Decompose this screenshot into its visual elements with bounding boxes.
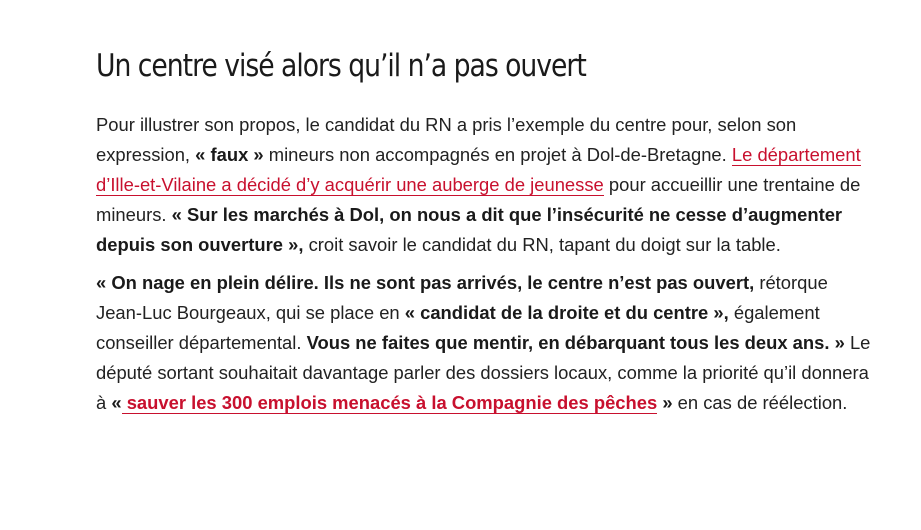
link-sauver-300-emplois[interactable] (122, 392, 658, 414)
paragraph-2-quote-mentir: Vous ne faites que mentir, en débarquant tous les deux ans. » (306, 332, 845, 353)
paragraph-1-text-4: croit savoir le candidat du RN, tapant du doigt sur la table. (303, 234, 781, 255)
paragraph-2-text-3: Le député sortant souhaitait davantage parler des dossiers locaux, comme la priorité qu’il donnera à (96, 332, 871, 413)
paragraph-1-text-1: Pour illustrer son propos, le candidat du RN a pris l’exemple du centre pour, selon son expression, (96, 114, 797, 165)
paragraph-2-text-4: en cas de réélection. (672, 392, 848, 413)
paragraph-2-text-2: également conseiller départemental. (96, 302, 820, 353)
paragraph-2-open-quote: « (111, 392, 122, 413)
paragraph-1 (96, 110, 876, 260)
paragraph-1-quote-marches: « Sur les marchés à Dol, on nous a dit que l’insécurité ne cesse d’augmenter depuis son ouverture », (96, 204, 843, 255)
paragraph-2 (96, 268, 876, 418)
article-body (96, 0, 876, 418)
paragraph-1-text-2: mineurs non accompagnés en projet à Dol-de-Bretagne. (263, 144, 732, 165)
paragraph-2-text-1: rétorque Jean-Luc Bourgeaux, qui se place en (96, 272, 828, 323)
paragraph-1-bold-faux: « faux » (195, 144, 264, 165)
paragraph-2-close-quote: » (657, 392, 673, 413)
section-heading: Un centre visé alors qu’il n’a pas ouvert (96, 48, 586, 84)
link-sauver-300-emplois-label: sauver les 300 emplois menacés à la Compagnie des pêches (121, 392, 658, 413)
paragraph-1-text-3: pour accueillir une trentaine de mineurs. (96, 174, 861, 225)
paragraph-2-quote-delire: « On nage en plein délire. Ils ne sont pas arrivés, le centre n’est pas ouvert, (96, 272, 755, 293)
paragraph-2-quote-candidat: « candidat de la droite et du centre », (404, 302, 729, 323)
link-auberge-de-jeunesse[interactable]: Le département d’Ille-et-Vilaine a décidé d’y acquérir une auberge de jeunesse (96, 144, 861, 195)
